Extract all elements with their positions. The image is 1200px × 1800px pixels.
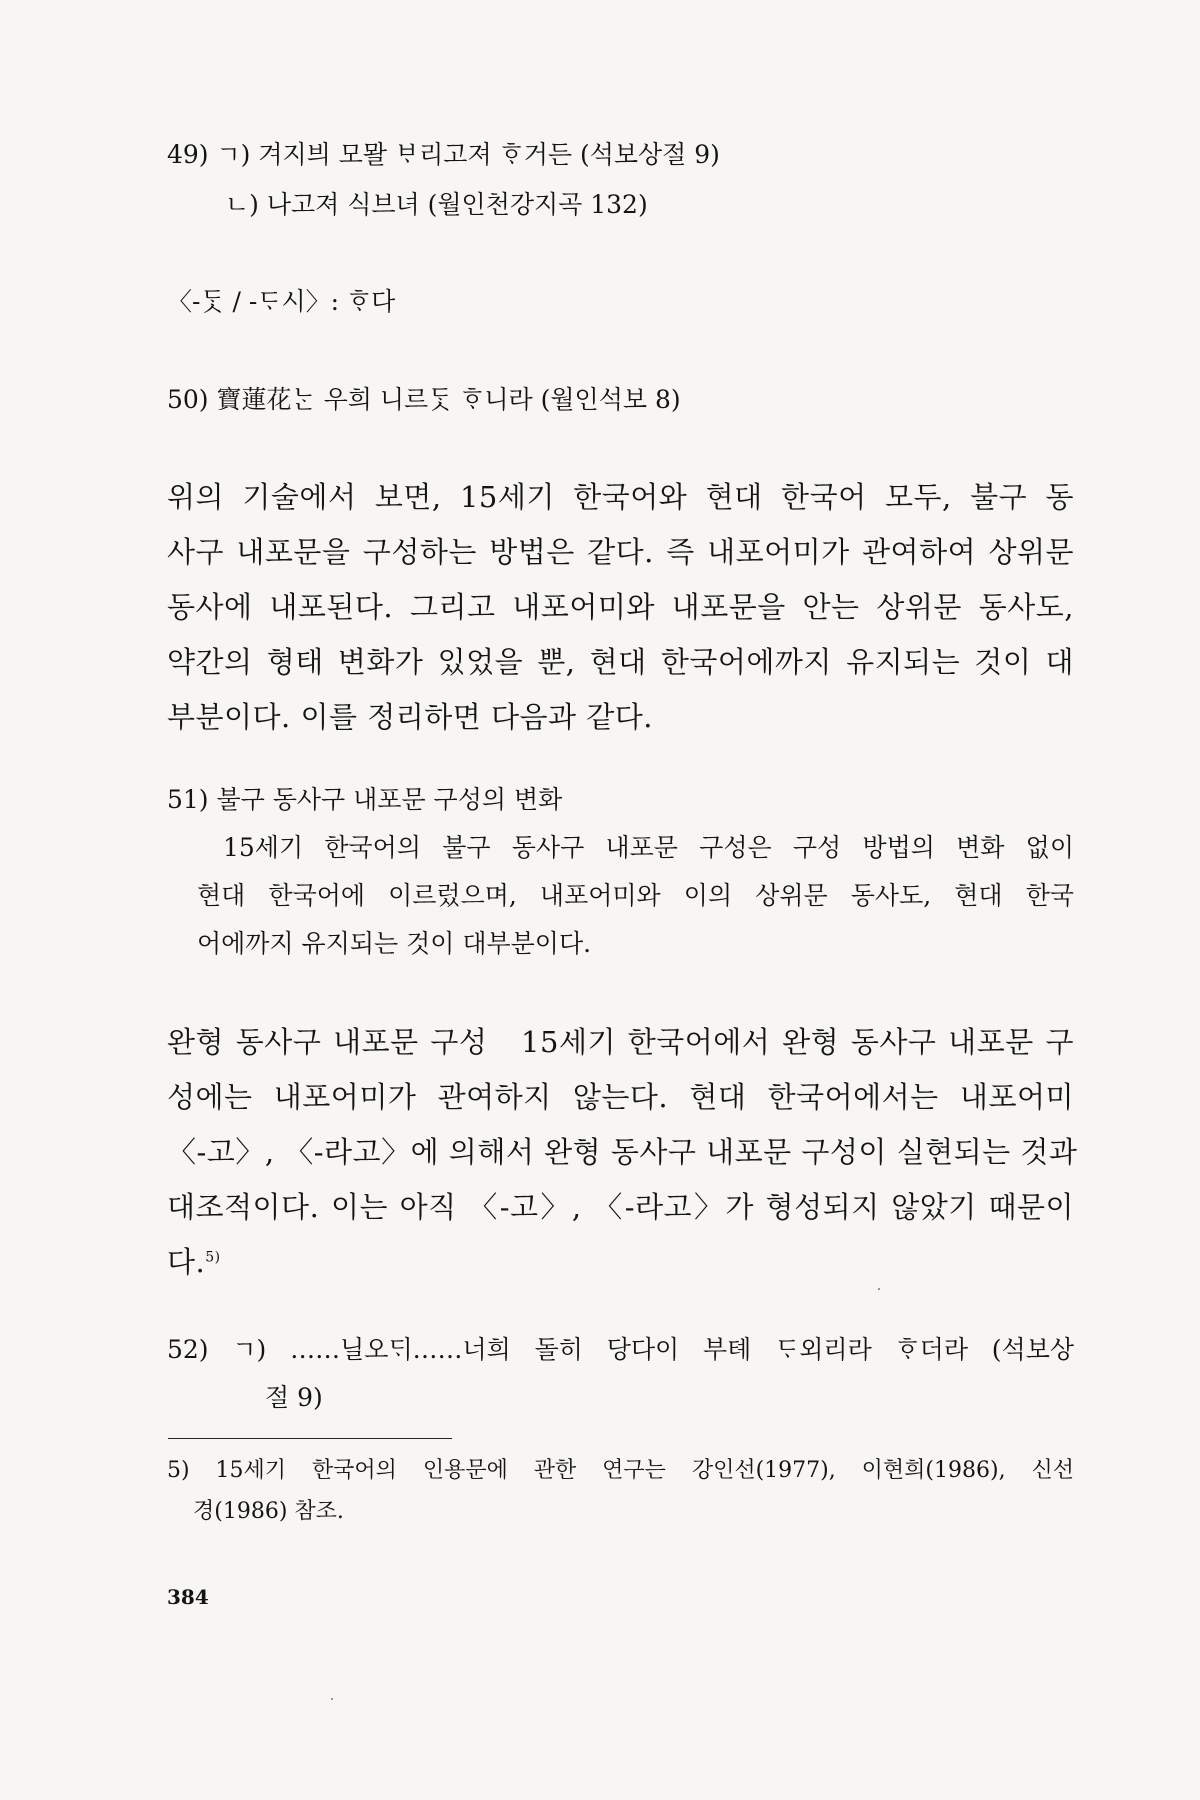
paragraph-line: 위의 기술에서 보면, 15세기 한국어와 현대 한국어 모두, 불구 동	[167, 480, 1074, 514]
summary-51-line: 15세기 한국어의 불구 동사구 내포문 구성은 구성 방법의 변화 없이	[223, 833, 1074, 862]
paragraph-line: 부분이다. 이를 정리하면 다음과 같다.	[167, 700, 654, 734]
page-number: 384	[167, 1585, 209, 1609]
example-52-line: 절 9)	[265, 1383, 323, 1412]
paragraph-text: 다.	[167, 1245, 206, 1279]
scan-speck	[878, 1288, 880, 1290]
example-50: 50) 寶蓮花ᄂᆞᆫ 우희 니르ᄃᆞᆺ ᄒᆞ니라 (월인석보 8)	[167, 385, 681, 414]
footnote-divider	[168, 1438, 452, 1439]
paragraph-line: 동사에 내포된다. 그리고 내포어미와 내포문을 안는 상위문 동사도,	[167, 590, 1074, 624]
scan-speck	[331, 1698, 333, 1700]
summary-51-title: 51) 불구 동사구 내포문 구성의 변화	[167, 785, 563, 814]
example-49b: ㄴ) 나고져 식브녀 (월인천강지곡 132)	[225, 190, 648, 219]
paragraph-line-last	[167, 1240, 221, 1281]
paragraph-line: 사구 내포문을 구성하는 방법은 같다. 즉 내포어미가 관여하여 상위문	[167, 535, 1074, 569]
paragraph-line: 성에는 내포어미가 관여하지 않는다. 현대 한국어에서는 내포어미	[167, 1080, 1074, 1114]
summary-51-line: 어에까지 유지되는 것이 대부분이다.	[197, 929, 592, 958]
summary-51-line: 현대 한국어에 이르렀으며, 내포어미와 이의 상위문 동사도, 현대 한국	[197, 881, 1074, 910]
footnote-reference-mark: 5)	[205, 1249, 221, 1266]
paragraph-line: 약간의 형태 변화가 있었을 뿐, 현대 한국어에까지 유지되는 것이 대	[167, 645, 1074, 679]
example-52-line: 52) ㄱ) ……닐오ᄃᆡ……너희 돌히 당다이 부톄 ᄃᆞ외리라 ᄒᆞ더라 (석보상	[167, 1335, 1074, 1364]
section-heading-dusi: 〈-ᄃᆞᆺ / -ᄃᆞ시〉: ᄒᆞ다	[167, 287, 396, 316]
paragraph-line: 〈-고〉, 〈-라고〉에 의해서 완형 동사구 내포문 구성이 실현되는 것과	[167, 1135, 1078, 1169]
paragraph-line: 대조적이다. 이는 아직 〈-고〉, 〈-라고〉가 형성되지 않았기 때문이	[167, 1190, 1074, 1224]
paragraph-line: 완형 동사구 내포문 구성 15세기 한국어에서 완형 동사구 내포문 구	[167, 1025, 1074, 1059]
example-49a: 49) ㄱ) 겨지븨 모뫌 ᄇᆞ리고져 ᄒᆞ거든 (석보상절 9)	[167, 140, 720, 169]
footnote-line: 경(1986) 참조.	[193, 1499, 344, 1524]
footnote-line: 5) 15세기 한국어의 인용문에 관한 연구는 강인선(1977), 이현희(1986), 신선	[167, 1458, 1074, 1483]
